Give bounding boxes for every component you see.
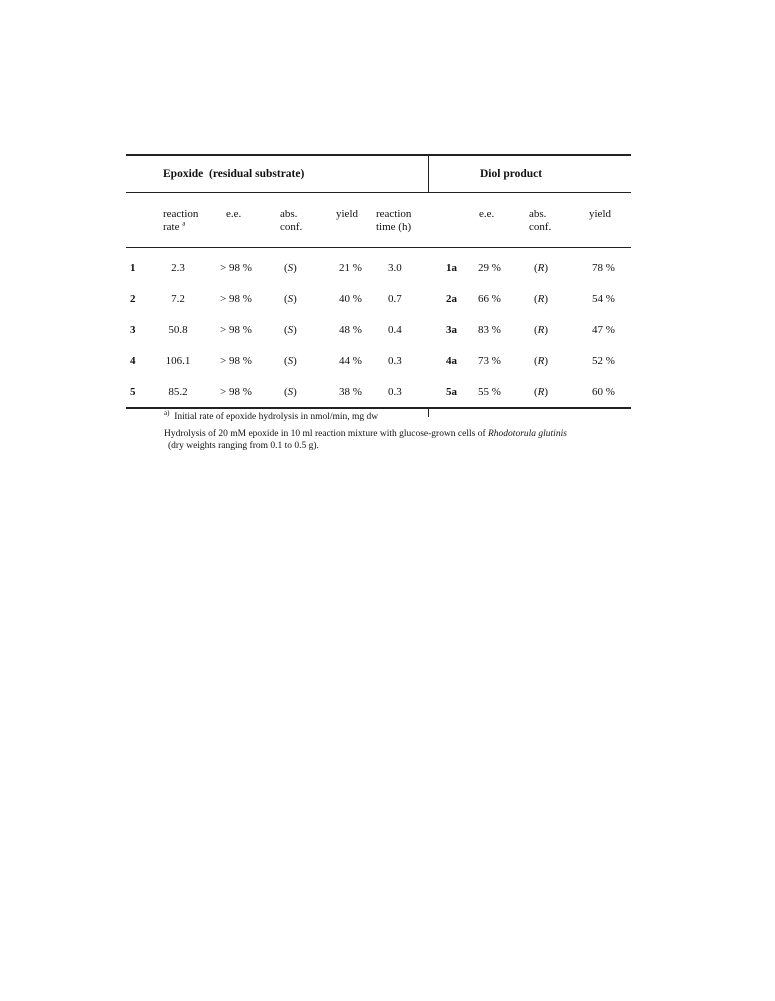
col-reaction-rate (163, 208, 198, 234)
col-abs-conf-line2: conf. (280, 221, 303, 233)
results-table (126, 154, 631, 424)
rate: 7.2 (171, 293, 185, 305)
group-divider-lower (428, 407, 429, 417)
epoxide-subtitle: (residual substrate) (209, 168, 305, 180)
footnote-dry-weights: (dry weights ranging from 0.1 to 0.5 g). (168, 441, 319, 451)
col-ee: e.e. (226, 208, 242, 220)
top-rule (126, 154, 631, 156)
column-header-rule (126, 247, 631, 248)
diol-ee: 83 % (478, 324, 501, 336)
diol-abs-conf: (R) (534, 386, 549, 398)
ee: > 98 % (220, 293, 252, 305)
diol-yield: 60 % (592, 386, 615, 398)
col-diol-abs-conf-line1: abs. (529, 208, 547, 220)
product-id: 4a (446, 355, 457, 367)
col-reaction-time-line2: time (h) (376, 221, 412, 233)
diol-abs-conf: (R) (534, 262, 549, 274)
abs-conf: (S) (284, 293, 297, 305)
epoxide-group-header (163, 168, 304, 181)
col-diol-abs-conf-line2: conf. (529, 221, 552, 233)
col-abs-conf-line1: abs. (280, 208, 298, 220)
header-rule (126, 192, 631, 193)
footnote-hydrolysis-text: Hydrolysis of 20 mM epoxide in 10 ml reaction mixture with glucose-grown cells of (164, 429, 488, 439)
rate: 2.3 (171, 262, 185, 274)
yield: 40 % (339, 293, 362, 305)
row-id: 5 (130, 386, 136, 398)
row-4 (126, 355, 631, 371)
diol-yield: 47 % (592, 324, 615, 336)
row-id: 3 (130, 324, 136, 336)
col-reaction-rate-line1: reaction (163, 208, 199, 220)
diol-ee: 73 % (478, 355, 501, 367)
col-abs-conf (280, 208, 302, 234)
abs-conf: (S) (284, 262, 297, 274)
col-diol-abs-conf (529, 208, 551, 234)
footnote-a-marker: a) (164, 408, 170, 417)
col-reaction-rate-line2: rate (163, 221, 180, 233)
ee: > 98 % (220, 386, 252, 398)
reaction-time: 3.0 (388, 262, 402, 274)
ee: > 98 % (220, 324, 252, 336)
row-2 (126, 293, 631, 309)
product-id: 5a (446, 386, 457, 398)
row-3 (126, 324, 631, 340)
reaction-time: 0.3 (388, 355, 402, 367)
row-id: 4 (130, 355, 136, 367)
diol-abs-conf: (R) (534, 293, 549, 305)
row-5 (126, 386, 631, 402)
bottom-rule (126, 407, 631, 409)
group-divider (428, 154, 429, 193)
col-diol-ee: e.e. (479, 208, 495, 220)
abs-conf: (S) (284, 386, 297, 398)
diol-ee: 66 % (478, 293, 501, 305)
reaction-time: 0.7 (388, 293, 402, 305)
footnote-marker: a (182, 219, 186, 228)
footnote-a (164, 408, 379, 423)
diol-yield: 54 % (592, 293, 615, 305)
epoxide-title: Epoxide (163, 168, 204, 180)
reaction-time: 0.4 (388, 324, 402, 336)
diol-ee: 55 % (478, 386, 501, 398)
col-reaction-time-line1: reaction (376, 208, 412, 220)
rate: 106.1 (165, 355, 191, 367)
rate: 85.2 (168, 386, 188, 398)
diol-abs-conf: (R) (534, 324, 549, 336)
diol-yield: 78 % (592, 262, 615, 274)
footnote-a-text: Initial rate of epoxide hydrolysis in nmol/min, mg dw (174, 412, 379, 422)
abs-conf: (S) (284, 355, 297, 367)
rate: 50.8 (168, 324, 188, 336)
col-reaction-time (376, 208, 411, 234)
row-id: 2 (130, 293, 136, 305)
col-yield: yield (336, 208, 358, 220)
product-id: 2a (446, 293, 457, 305)
col-diol-yield: yield (589, 208, 611, 220)
row-1 (126, 262, 631, 278)
diol-group-header: Diol product (480, 168, 543, 180)
diol-ee: 29 % (478, 262, 501, 274)
reaction-time: 0.3 (388, 386, 402, 398)
diol-yield: 52 % (592, 355, 615, 367)
abs-conf: (S) (284, 324, 297, 336)
yield: 44 % (339, 355, 362, 367)
ee: > 98 % (220, 262, 252, 274)
yield: 48 % (339, 324, 362, 336)
ee: > 98 % (220, 355, 252, 367)
diol-abs-conf: (R) (534, 355, 549, 367)
yield: 21 % (339, 262, 362, 274)
footnote-hydrolysis (164, 429, 567, 440)
footnote-species: Rhodotorula glutinis (488, 429, 567, 439)
yield: 38 % (339, 386, 362, 398)
product-id: 3a (446, 324, 457, 336)
product-id: 1a (446, 262, 457, 274)
row-id: 1 (130, 262, 136, 274)
